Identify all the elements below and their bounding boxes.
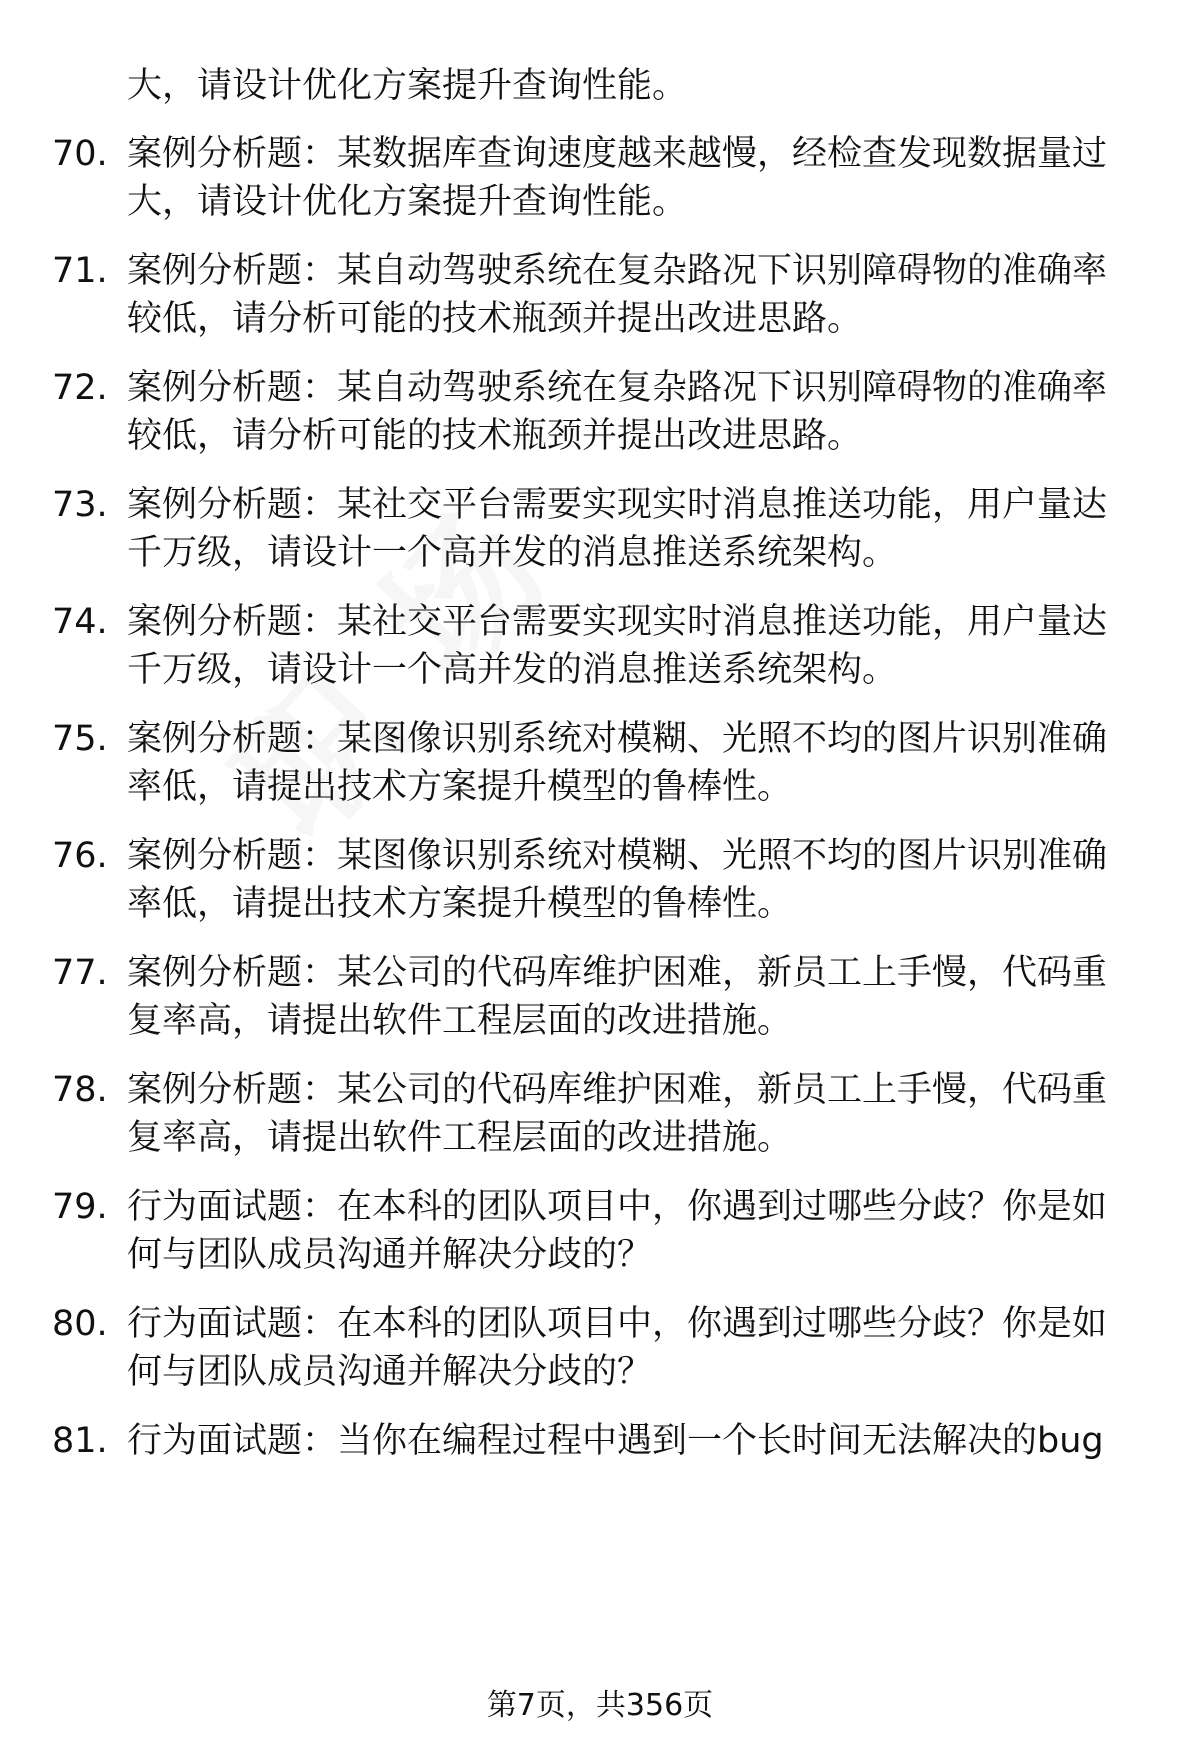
question-number: 80. bbox=[52, 1304, 108, 1344]
question-text bbox=[127, 1300, 1147, 1396]
question-text bbox=[127, 1417, 1147, 1465]
question-text bbox=[127, 715, 1147, 811]
question-text bbox=[127, 247, 1147, 343]
question-number: 73. bbox=[52, 485, 108, 525]
question-text bbox=[127, 598, 1147, 694]
question-line-1: 案例分析题：某公司的代码库维护困难，新员工上手慢，代码重 bbox=[127, 953, 1108, 993]
question-text bbox=[127, 481, 1147, 577]
question-line-1: 案例分析题：某自动驾驶系统在复杂路况下识别障碍物的准确率 bbox=[127, 368, 1108, 408]
question-line-2: 复率高，请提出软件工程层面的改进措施。 bbox=[127, 1001, 793, 1041]
question-line-1: 行为面试题：当你在编程过程中遇到一个长时间无法解决的bug bbox=[127, 1421, 1104, 1461]
question-number: 77. bbox=[52, 953, 108, 993]
question-line-1: 案例分析题：某数据库查询速度越来越慢，经检查发现数据量过 bbox=[127, 134, 1108, 174]
question-line-2: 复率高，请提出软件工程层面的改进措施。 bbox=[127, 1118, 793, 1158]
question-number: 81. bbox=[52, 1421, 108, 1461]
question-line-1: 行为面试题：在本科的团队项目中，你遇到过哪些分歧？你是如 bbox=[127, 1187, 1108, 1227]
question-number: 78. bbox=[52, 1070, 108, 1110]
page-footer: 第7页，共356页 bbox=[486, 1688, 714, 1723]
question-number: 70. bbox=[52, 134, 108, 174]
question-number: 72. bbox=[52, 368, 108, 408]
question-text bbox=[127, 1066, 1147, 1162]
question-line-2: 较低，请分析可能的技术瓶颈并提出改进思路。 bbox=[127, 299, 863, 339]
continuation-text: 大，请设计优化方案提升查询性能。 bbox=[127, 66, 688, 106]
question-line-1: 案例分析题：某自动驾驶系统在复杂路况下识别障碍物的准确率 bbox=[127, 251, 1108, 291]
question-line-1: 行为面试题：在本科的团队项目中，你遇到过哪些分歧？你是如 bbox=[127, 1304, 1108, 1344]
question-line-2: 较低，请分析可能的技术瓶颈并提出改进思路。 bbox=[127, 416, 863, 456]
question-line-1: 案例分析题：某图像识别系统对模糊、光照不均的图片识别准确 bbox=[127, 719, 1108, 759]
question-line-2: 何与团队成员沟通并解决分歧的？ bbox=[127, 1235, 653, 1275]
question-text bbox=[127, 832, 1147, 928]
question-line-2: 千万级，请设计一个高并发的消息推送系统架构。 bbox=[127, 650, 898, 690]
question-text bbox=[127, 1183, 1147, 1279]
question-line-1: 案例分析题：某图像识别系统对模糊、光照不均的图片识别准确 bbox=[127, 836, 1108, 876]
question-text bbox=[127, 949, 1147, 1045]
question-number: 79. bbox=[52, 1187, 108, 1227]
question-number: 76. bbox=[52, 836, 108, 876]
question-line-2: 率低，请提出技术方案提升模型的鲁棒性。 bbox=[127, 767, 793, 807]
question-line-1: 案例分析题：某社交平台需要实现实时消息推送功能，用户量达 bbox=[127, 602, 1108, 642]
question-number: 74. bbox=[52, 602, 108, 642]
question-line-1: 案例分析题：某社交平台需要实现实时消息推送功能，用户量达 bbox=[127, 485, 1108, 525]
question-text bbox=[127, 130, 1147, 226]
question-line-2: 千万级，请设计一个高并发的消息推送系统架构。 bbox=[127, 533, 898, 573]
question-number: 75. bbox=[52, 719, 108, 759]
question-text bbox=[127, 364, 1147, 460]
question-line-2: 大，请设计优化方案提升查询性能。 bbox=[127, 182, 688, 222]
question-line-2: 何与团队成员沟通并解决分歧的？ bbox=[127, 1352, 653, 1392]
question-line-2: 率低，请提出技术方案提升模型的鲁棒性。 bbox=[127, 884, 793, 924]
question-line-1: 案例分析题：某公司的代码库维护困难，新员工上手慢，代码重 bbox=[127, 1070, 1108, 1110]
question-number: 71. bbox=[52, 251, 108, 291]
